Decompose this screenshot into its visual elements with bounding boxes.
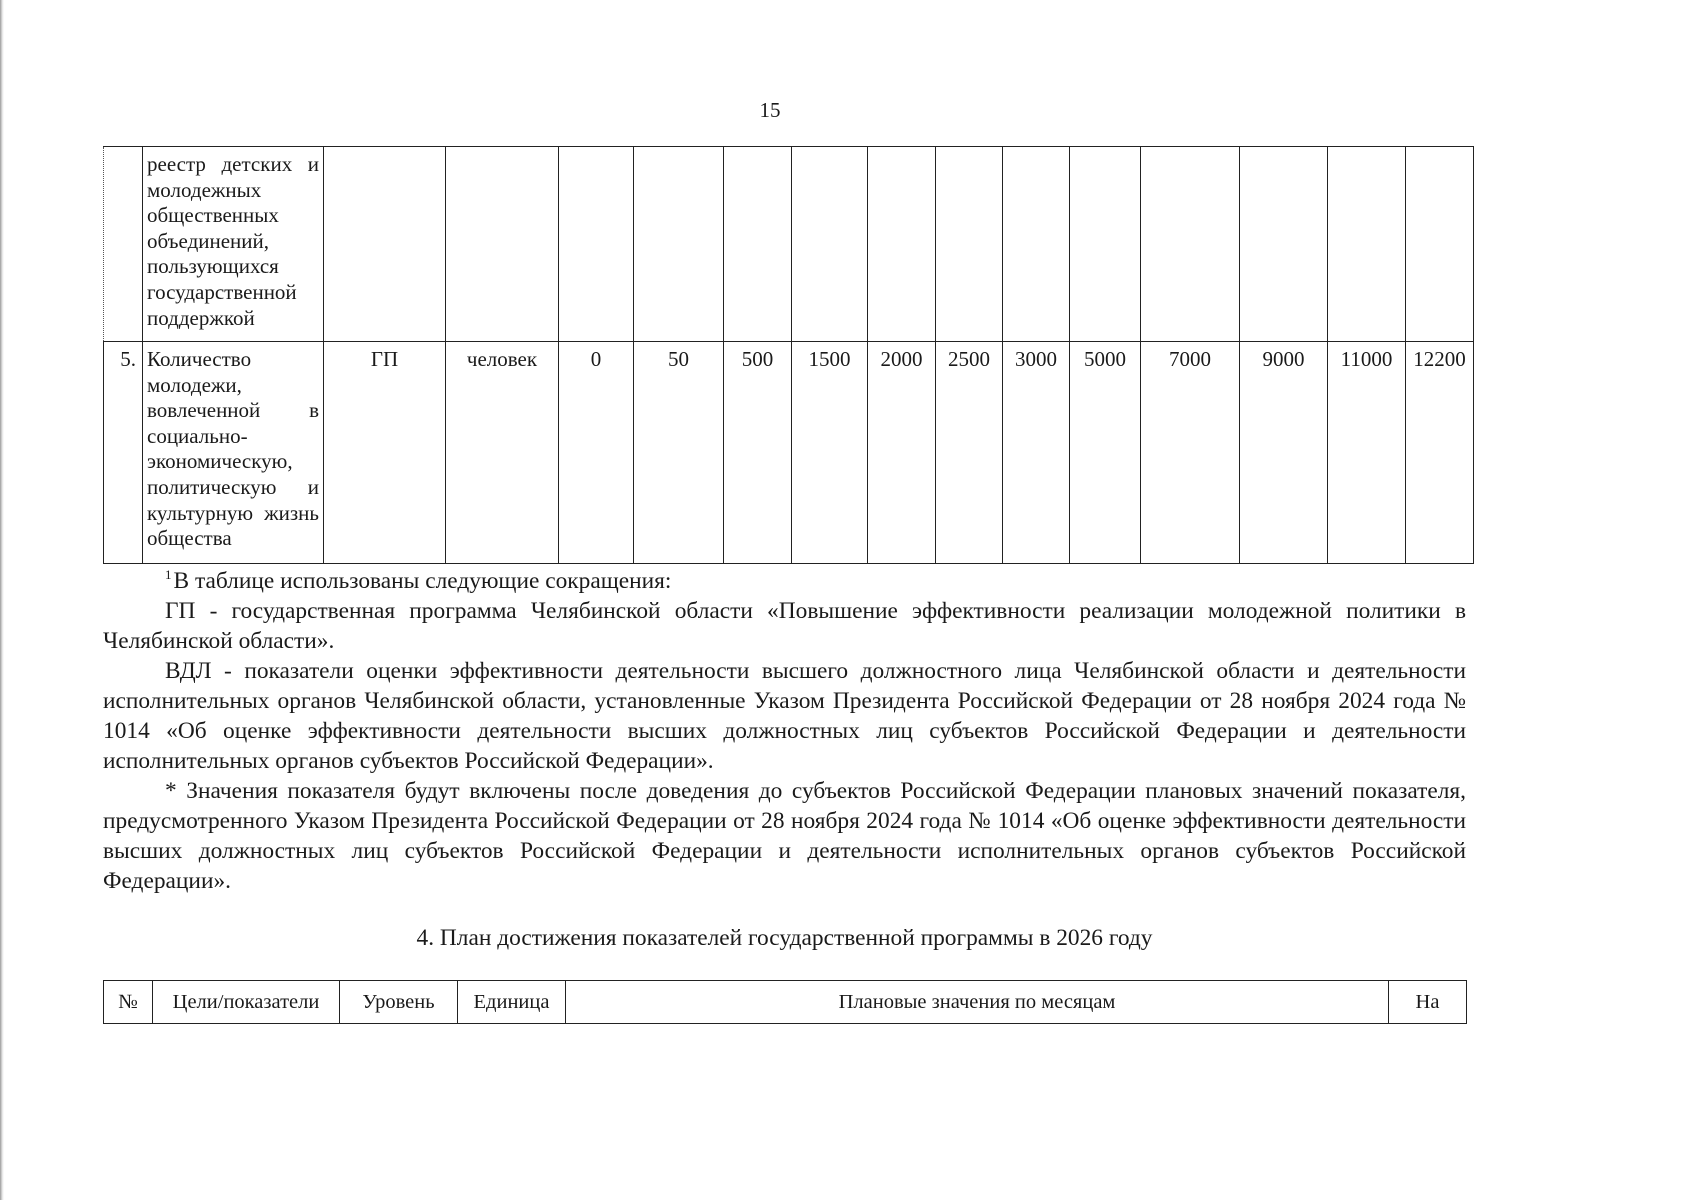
table-row: [104, 147, 1474, 342]
value-cell: 50: [634, 342, 724, 564]
table-header-row: [104, 981, 1467, 1024]
value-cell: 5000: [1070, 342, 1141, 564]
indicator-name: реестр детских и молодежных общественных объединений, пользующихся государственной поддержкой: [143, 147, 324, 342]
header-goals: Цели/показатели: [153, 981, 340, 1024]
indicators-table: [103, 146, 1474, 564]
value-cell: 7000: [1141, 342, 1240, 564]
value-cell: [1406, 147, 1474, 342]
header-monthly-values: Плановые значения по месяцам: [566, 981, 1389, 1024]
header-na: На: [1389, 981, 1467, 1024]
header-level: Уровень: [340, 981, 458, 1024]
value-cell: 1500: [792, 342, 868, 564]
value-cell: [936, 147, 1003, 342]
abbreviation-gp: ГП - государственная программа Челябинской области «Повышение эффективности реализации молодежной политики в Челябинской области».: [103, 598, 1466, 654]
value-cell: [1328, 147, 1406, 342]
row-number: [104, 147, 143, 342]
value-cell: [792, 147, 868, 342]
row-number: 5.: [104, 342, 143, 564]
value-cell: 3000: [1003, 342, 1070, 564]
scan-edge: [0, 0, 4, 1200]
indicator-unit: человек: [446, 342, 559, 564]
indicator-level: ГП: [324, 342, 446, 564]
value-cell: [559, 147, 634, 342]
value-cell: [1240, 147, 1328, 342]
value-cell: 9000: [1240, 342, 1328, 564]
value-cell: [1141, 147, 1240, 342]
value-cell: 2500: [936, 342, 1003, 564]
abbreviation-vdl: ВДЛ - показатели оценки эффективности деятельности высшего должностного лица Челябинской области и деятельности исполнительных органов Челябинской области, установленные Указом Президента Российской Федерации от 28 ноября 2024 года № 1014 «Об оценке эффективности деятельности высших должностных лиц субъектов Российской Федерации и деятельности исполнительных органов субъектов Российской Федерации».: [103, 658, 1466, 774]
value-cell: 2000: [868, 342, 936, 564]
footnote-mark: 1: [165, 567, 172, 582]
indicator-unit: [446, 147, 559, 342]
value-cell: 0: [559, 342, 634, 564]
value-cell: 12200: [1406, 342, 1474, 564]
page-number: 15: [759, 98, 781, 122]
value-cell: 500: [724, 342, 792, 564]
value-cell: [634, 147, 724, 342]
plan-table: [103, 980, 1467, 1024]
table-row: [104, 342, 1474, 564]
footnotes: [103, 566, 1466, 896]
indicator-name: Количество молодежи, вовлеченной в социально-экономическую, политическую и культурную жизнь общества: [143, 342, 324, 564]
indicator-level: [324, 147, 446, 342]
value-cell: [868, 147, 936, 342]
value-cell: [724, 147, 792, 342]
section-title: 4. План достижения показателей государственной программы в 2026 году: [416, 925, 1153, 951]
footnote-intro-text: В таблице использованы следующие сокращения:: [173, 568, 672, 594]
value-cell: [1003, 147, 1070, 342]
value-cell: 11000: [1328, 342, 1406, 564]
footnote-intro: [103, 566, 1466, 596]
value-cell: [1070, 147, 1141, 342]
header-number: №: [104, 981, 153, 1024]
header-unit: Единица: [458, 981, 566, 1024]
asterisk-note: * Значения показателя будут включены после доведения до субъектов Российской Федерации плановых значений показателя, предусмотренного Указом Президента Российской Федерации от 28 ноября 2024 года № 1014 «Об оценке эффективности деятельности высших должностных лиц субъектов Российской Федерации и деятельности исполнительных органов субъектов Российской Федерации».: [103, 778, 1466, 894]
